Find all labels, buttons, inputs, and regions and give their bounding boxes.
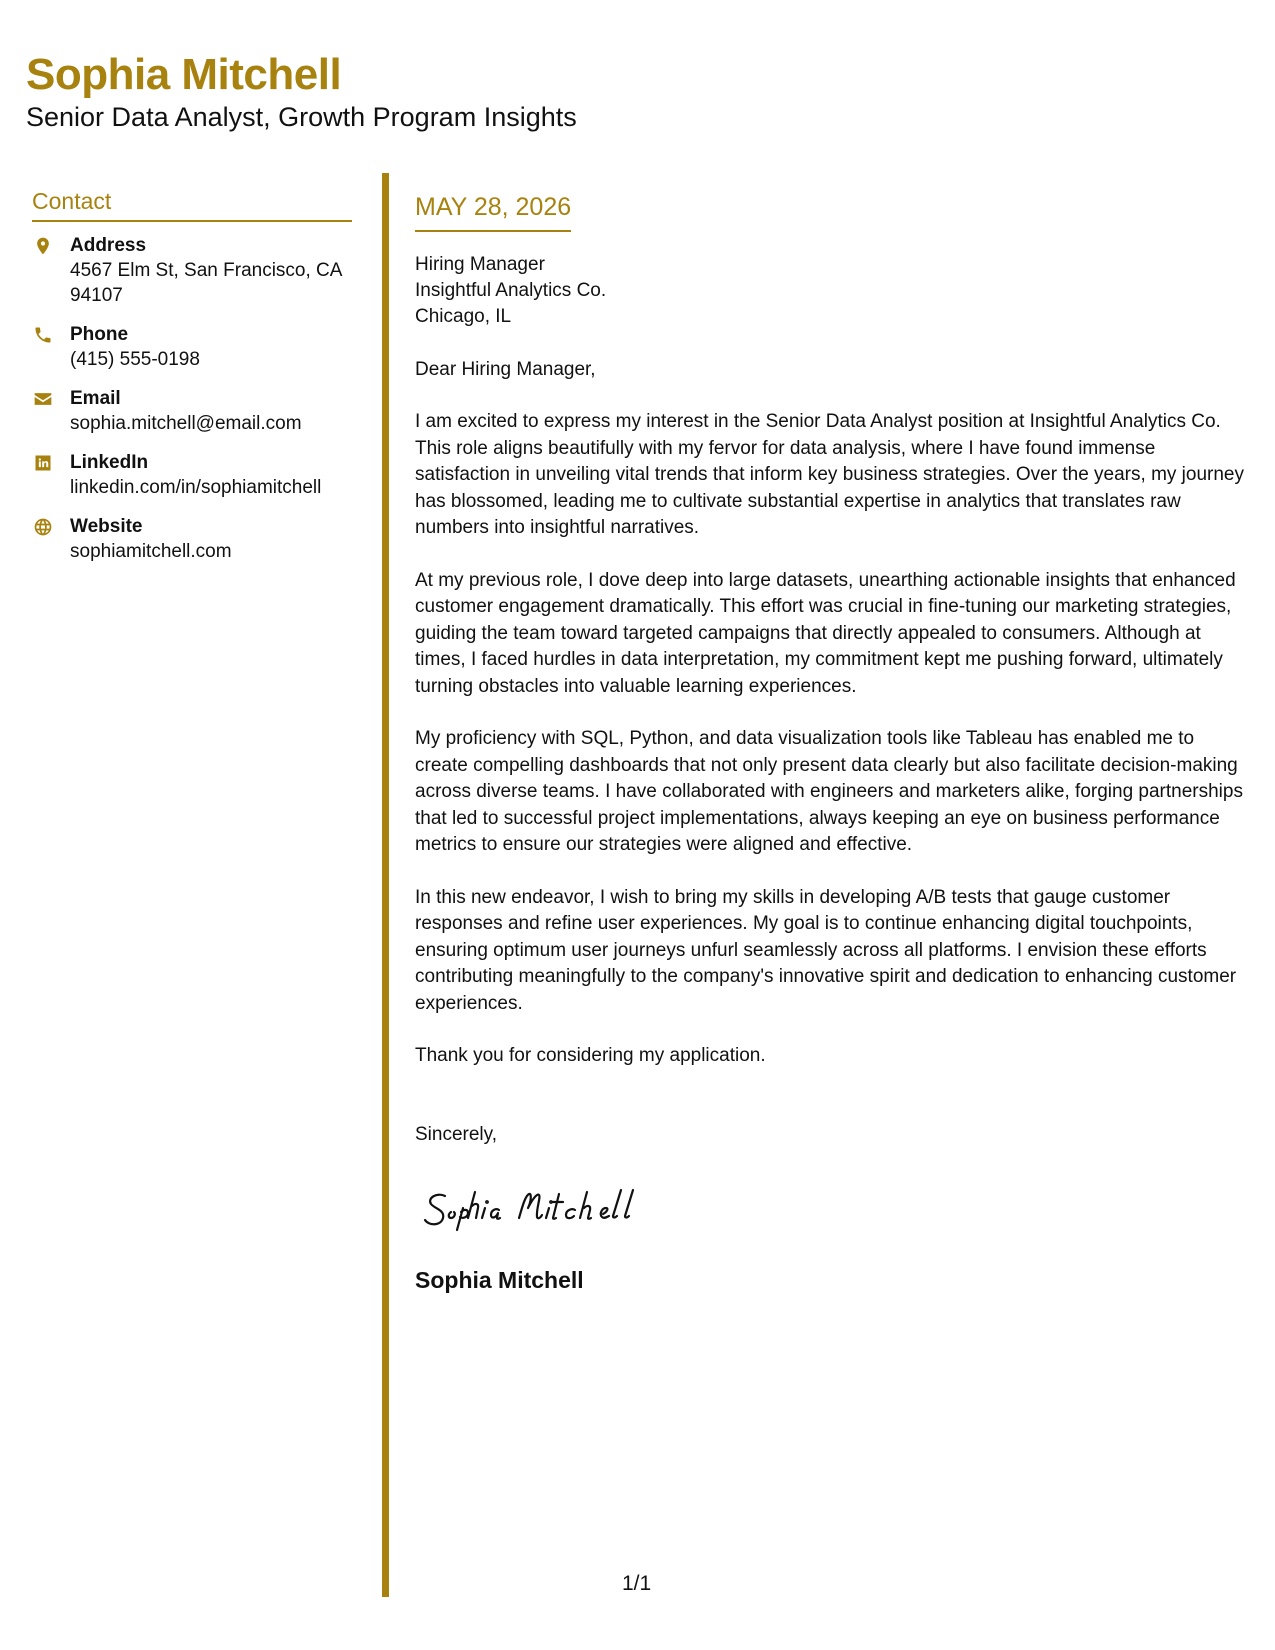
applicant-title: Senior Data Analyst, Growth Program Insights <box>26 102 577 132</box>
recipient-line: Insightful Analytics Co. <box>415 280 607 301</box>
contact-label: Phone <box>70 324 129 345</box>
letter-paragraph: In this new endeavor, I wish to bring my skills in developing A/B tests that gauge customer responses and refine user experiences. My goal is to continue enhancing digital touchpoints, ensuring optimum user journeys unfurl seamlessly across all platforms. I envision these efforts contributing meaningfully to the company's innovative spirit and dedication to enhancing customer experiences. <box>415 886 1237 1014</box>
letter-header <box>26 48 577 134</box>
column-divider <box>382 173 389 1597</box>
applicant-name: Sophia Mitchell <box>26 50 342 99</box>
contact-item-linkedin <box>32 450 352 500</box>
letter-body <box>415 190 1245 1295</box>
letter-paragraph: At my previous role, I dove deep into large datasets, unearthing actionable insights that enhanced customer engagement dramatically. This effort was crucial in fine-tuning our marketing strategies, guiding the team toward targeted campaigns that directly appealed to consumers. Although at times, I faced hurdles in data interpretation, my commitment kept me pushing forward, ultimately turning obstacles into valuable learning experiences. <box>415 569 1236 697</box>
contact-item-address <box>32 233 352 308</box>
contact-heading: Contact <box>32 186 352 222</box>
contact-value[interactable]: sophiamitchell.com <box>70 541 232 562</box>
contact-item-email <box>32 386 352 436</box>
recipient-block <box>415 252 1245 330</box>
recipient-line: Hiring Manager <box>415 254 545 275</box>
contact-item-phone <box>32 322 352 372</box>
contact-sidebar <box>32 186 352 578</box>
contact-list <box>32 233 352 564</box>
contact-value[interactable]: sophia.mitchell@email.com <box>70 413 302 434</box>
contact-value[interactable]: linkedin.com/in/sophiamitchell <box>70 477 322 498</box>
contact-item-website <box>32 514 352 564</box>
letter-date: MAY 28, 2026 <box>415 190 571 232</box>
signer-name: Sophia Mitchell <box>415 1266 584 1293</box>
contact-value: 4567 Elm St, San Francisco, CA 94107 <box>70 260 342 306</box>
letter-paragraph: My proficiency with SQL, Python, and data visualization tools like Tableau has enabled me to create compelling dashboards that not only present data clearly but also facilitate decision-making across diverse teams. I have collaborated with engineers and marketers alike, forging partnerships that led to successful project implementations, always keeping an eye on business performance metrics to ensure our strategies were aligned and effective. <box>415 728 1243 855</box>
handwritten-signature <box>423 1178 683 1236</box>
closing: Sincerely, <box>415 1123 498 1145</box>
letter-paragraphs <box>415 409 1245 1070</box>
envelope-icon <box>32 388 54 410</box>
linkedin-icon <box>32 452 54 474</box>
contact-label: LinkedIn <box>70 452 149 473</box>
phone-icon <box>32 324 54 346</box>
letter-paragraph: I am excited to express my interest in the Senior Data Analyst position at Insightful Analytics Co. This role aligns beautifully with my fervor for data analysis, where I have found immense satisfaction in unveiling vital trends that inform key business strategies. Over the years, my journey has blossomed, leading me to cultivate substantial expertise in analytics that translates raw numbers into insightful narratives. <box>415 411 1244 538</box>
globe-icon <box>32 516 54 538</box>
letter-paragraph: Thank you for considering my application. <box>415 1045 766 1066</box>
map-pin-icon <box>32 235 54 257</box>
contact-label: Email <box>70 388 121 409</box>
contact-label: Website <box>70 516 143 537</box>
contact-label: Address <box>70 235 147 256</box>
recipient-line: Chicago, IL <box>415 306 512 327</box>
contact-value: (415) 555-0198 <box>70 349 200 370</box>
salutation: Dear Hiring Manager, <box>415 359 596 380</box>
page-number: 1/1 <box>622 1572 652 1595</box>
